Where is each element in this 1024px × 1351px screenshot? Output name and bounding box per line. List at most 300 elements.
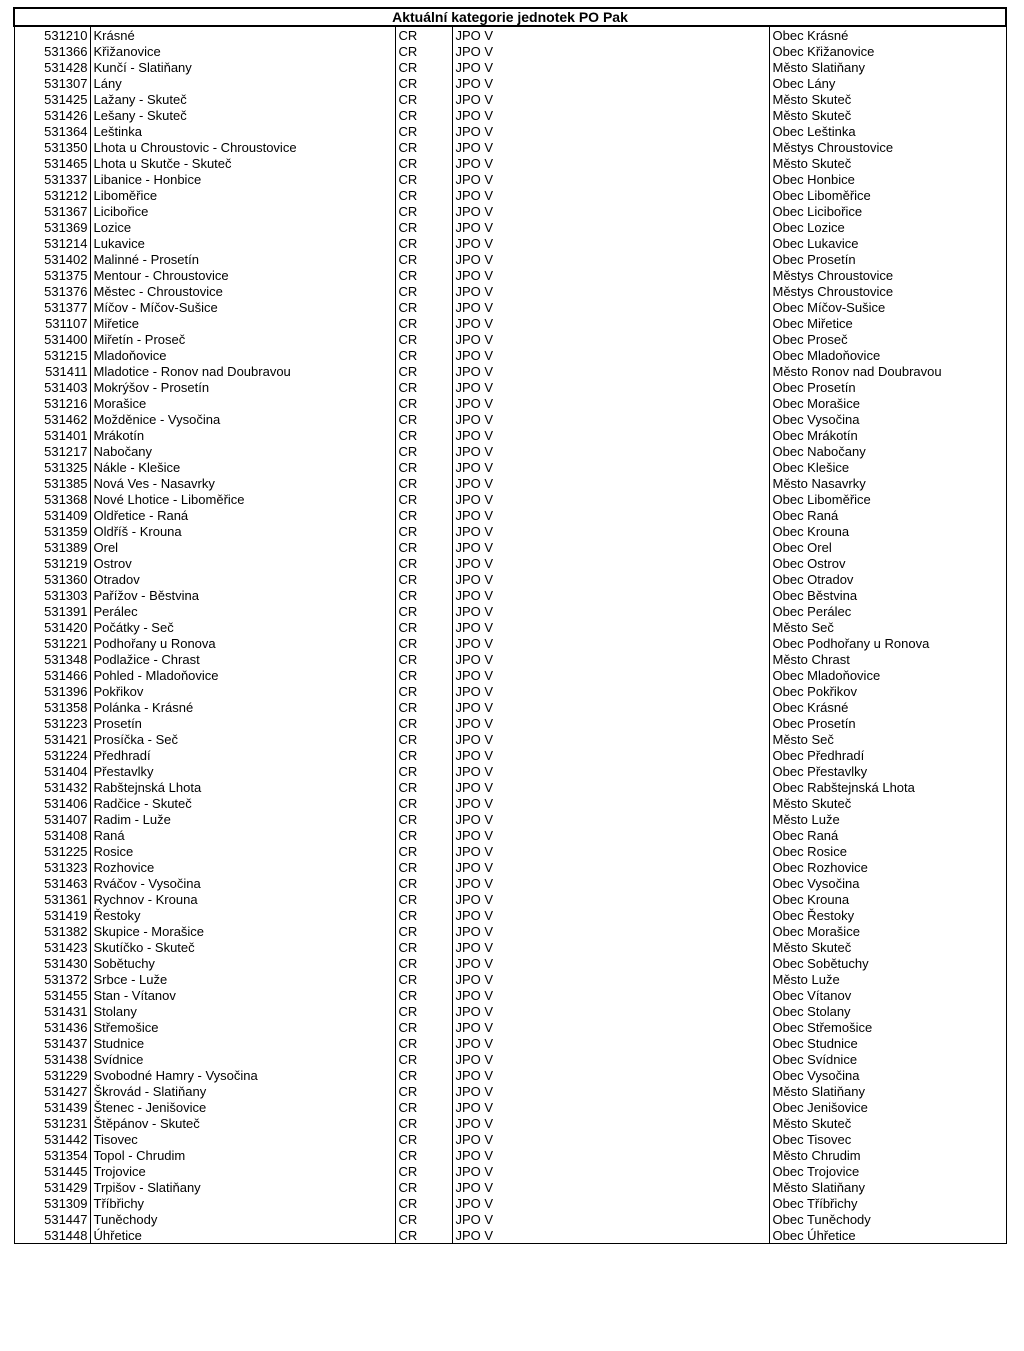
unit-code-cell: 531402 — [14, 251, 90, 267]
unit-code-cell: 531391 — [14, 603, 90, 619]
table-row — [14, 427, 1006, 443]
founder-cell: Obec Vysočina — [769, 875, 1006, 891]
table-row — [14, 635, 1006, 651]
unit-name-cell: Lány — [90, 75, 395, 91]
category-cell: JPO V — [452, 1019, 769, 1035]
region-cell: CR — [395, 331, 452, 347]
founder-cell: Obec Klešice — [769, 459, 1006, 475]
region-cell: CR — [395, 347, 452, 363]
unit-name-cell: Sobětuchy — [90, 955, 395, 971]
founder-cell: Obec Běstvina — [769, 587, 1006, 603]
region-cell: CR — [395, 427, 452, 443]
unit-name-cell: Raná — [90, 827, 395, 843]
category-cell: JPO V — [452, 843, 769, 859]
founder-cell: Obec Krásné — [769, 699, 1006, 715]
founder-cell: Obec Tisovec — [769, 1131, 1006, 1147]
unit-code-cell: 531219 — [14, 555, 90, 571]
unit-code-cell: 531463 — [14, 875, 90, 891]
category-cell: JPO V — [452, 715, 769, 731]
unit-code-cell: 531224 — [14, 747, 90, 763]
founder-cell: Město Nasavrky — [769, 475, 1006, 491]
region-cell: CR — [395, 59, 452, 75]
region-cell: CR — [395, 603, 452, 619]
region-cell: CR — [395, 875, 452, 891]
region-cell: CR — [395, 859, 452, 875]
table-row — [14, 1019, 1006, 1035]
founder-cell: Město Skuteč — [769, 939, 1006, 955]
category-cell: JPO V — [452, 443, 769, 459]
table-row — [14, 491, 1006, 507]
unit-code-cell: 531448 — [14, 1227, 90, 1244]
category-cell: JPO V — [452, 475, 769, 491]
unit-code-cell: 531409 — [14, 507, 90, 523]
founder-cell: Město Luže — [769, 971, 1006, 987]
table-row — [14, 139, 1006, 155]
category-cell: JPO V — [452, 1227, 769, 1244]
category-cell: JPO V — [452, 731, 769, 747]
unit-name-cell: Podhořany u Ronova — [90, 635, 395, 651]
category-cell: JPO V — [452, 891, 769, 907]
category-cell: JPO V — [452, 923, 769, 939]
category-cell: JPO V — [452, 1051, 769, 1067]
region-cell: CR — [395, 251, 452, 267]
founder-cell: Obec Miřetice — [769, 315, 1006, 331]
region-cell: CR — [395, 843, 452, 859]
category-cell: JPO V — [452, 907, 769, 923]
unit-name-cell: Pařížov - Běstvina — [90, 587, 395, 603]
region-cell: CR — [395, 619, 452, 635]
founder-cell: Městys Chroustovice — [769, 283, 1006, 299]
unit-code-cell: 531442 — [14, 1131, 90, 1147]
founder-cell: Obec Orel — [769, 539, 1006, 555]
region-cell: CR — [395, 75, 452, 91]
founder-cell: Obec Liboměřice — [769, 491, 1006, 507]
unit-name-cell: Libanice - Honbice — [90, 171, 395, 187]
category-cell: JPO V — [452, 955, 769, 971]
unit-name-cell: Krásné — [90, 26, 395, 43]
region-cell: CR — [395, 475, 452, 491]
unit-code-cell: 531408 — [14, 827, 90, 843]
table-row — [14, 1099, 1006, 1115]
unit-name-cell: Kunčí - Slatiňany — [90, 59, 395, 75]
region-cell: CR — [395, 1003, 452, 1019]
table-row — [14, 859, 1006, 875]
region-cell: CR — [395, 779, 452, 795]
table-row — [14, 475, 1006, 491]
category-cell: JPO V — [452, 331, 769, 347]
unit-name-cell: Pohled - Mladoňovice — [90, 667, 395, 683]
category-cell: JPO V — [452, 971, 769, 987]
table-row — [14, 395, 1006, 411]
unit-name-cell: Otradov — [90, 571, 395, 587]
founder-cell: Obec Perálec — [769, 603, 1006, 619]
category-cell: JPO V — [452, 539, 769, 555]
table-row — [14, 571, 1006, 587]
unit-name-cell: Možděnice - Vysočina — [90, 411, 395, 427]
unit-name-cell: Polánka - Krásné — [90, 699, 395, 715]
unit-code-cell: 531366 — [14, 43, 90, 59]
unit-name-cell: Topol - Chrudim — [90, 1147, 395, 1163]
category-cell: JPO V — [452, 155, 769, 171]
table-row — [14, 523, 1006, 539]
unit-name-cell: Miřetice — [90, 315, 395, 331]
founder-cell: Obec Úhřetice — [769, 1227, 1006, 1244]
founder-cell: Obec Otradov — [769, 571, 1006, 587]
unit-name-cell: Trojovice — [90, 1163, 395, 1179]
unit-name-cell: Lešany - Skuteč — [90, 107, 395, 123]
category-cell: JPO V — [452, 571, 769, 587]
unit-name-cell: Morašice — [90, 395, 395, 411]
table-row — [14, 26, 1006, 43]
region-cell: CR — [395, 379, 452, 395]
category-cell: JPO V — [452, 859, 769, 875]
founder-cell: Obec Mrákotín — [769, 427, 1006, 443]
region-cell: CR — [395, 123, 452, 139]
category-cell: JPO V — [452, 75, 769, 91]
table-row — [14, 875, 1006, 891]
unit-name-cell: Tříbřichy — [90, 1195, 395, 1211]
table-row — [14, 763, 1006, 779]
founder-cell: Obec Podhořany u Ronova — [769, 635, 1006, 651]
unit-code-cell: 531428 — [14, 59, 90, 75]
unit-name-cell: Počátky - Seč — [90, 619, 395, 635]
category-cell: JPO V — [452, 363, 769, 379]
category-cell: JPO V — [452, 251, 769, 267]
unit-code-cell: 531401 — [14, 427, 90, 443]
region-cell: CR — [395, 91, 452, 107]
category-cell: JPO V — [452, 59, 769, 75]
founder-cell: Obec Morašice — [769, 395, 1006, 411]
unit-name-cell: Štěpánov - Skuteč — [90, 1115, 395, 1131]
table-row — [14, 683, 1006, 699]
unit-name-cell: Mentour - Chroustovice — [90, 267, 395, 283]
founder-cell: Město Chrudim — [769, 1147, 1006, 1163]
category-cell: JPO V — [452, 379, 769, 395]
region-cell: CR — [395, 1099, 452, 1115]
unit-code-cell: 531107 — [14, 315, 90, 331]
founder-cell: Obec Rosice — [769, 843, 1006, 859]
founder-cell: Obec Mladoňovice — [769, 667, 1006, 683]
table-row — [14, 923, 1006, 939]
table-row — [14, 379, 1006, 395]
unit-name-cell: Orel — [90, 539, 395, 555]
table-row — [14, 715, 1006, 731]
founder-cell: Obec Jenišovice — [769, 1099, 1006, 1115]
unit-code-cell: 531303 — [14, 587, 90, 603]
table-row — [14, 443, 1006, 459]
table-body — [14, 26, 1006, 1244]
region-cell: CR — [395, 155, 452, 171]
category-cell: JPO V — [452, 1035, 769, 1051]
unit-name-cell: Srbce - Luže — [90, 971, 395, 987]
unit-name-cell: Rváčov - Vysočina — [90, 875, 395, 891]
region-cell: CR — [395, 747, 452, 763]
category-cell: JPO V — [452, 283, 769, 299]
category-cell: JPO V — [452, 523, 769, 539]
founder-cell: Město Chrast — [769, 651, 1006, 667]
table-row — [14, 1067, 1006, 1083]
table-row — [14, 971, 1006, 987]
unit-name-cell: Malinné - Prosetín — [90, 251, 395, 267]
unit-code-cell: 531375 — [14, 267, 90, 283]
unit-code-cell: 531396 — [14, 683, 90, 699]
founder-cell: Obec Nabočany — [769, 443, 1006, 459]
unit-code-cell: 531367 — [14, 203, 90, 219]
unit-code-cell: 531400 — [14, 331, 90, 347]
unit-code-cell: 531407 — [14, 811, 90, 827]
region-cell: CR — [395, 1131, 452, 1147]
unit-code-cell: 531358 — [14, 699, 90, 715]
founder-cell: Město Seč — [769, 731, 1006, 747]
category-cell: JPO V — [452, 603, 769, 619]
unit-name-cell: Tuněchody — [90, 1211, 395, 1227]
unit-name-cell: Stolany — [90, 1003, 395, 1019]
unit-name-cell: Mrákotín — [90, 427, 395, 443]
founder-cell: Obec Tuněchody — [769, 1211, 1006, 1227]
unit-code-cell: 531385 — [14, 475, 90, 491]
table-row — [14, 283, 1006, 299]
unit-code-cell: 531229 — [14, 1067, 90, 1083]
unit-code-cell: 531354 — [14, 1147, 90, 1163]
founder-cell: Obec Předhradí — [769, 747, 1006, 763]
category-cell: JPO V — [452, 235, 769, 251]
unit-code-cell: 531364 — [14, 123, 90, 139]
table-row — [14, 1227, 1006, 1244]
unit-name-cell: Nákle - Klešice — [90, 459, 395, 475]
category-cell: JPO V — [452, 939, 769, 955]
category-cell: JPO V — [452, 1003, 769, 1019]
unit-code-cell: 531431 — [14, 1003, 90, 1019]
unit-code-cell: 531217 — [14, 443, 90, 459]
table-row — [14, 43, 1006, 59]
unit-code-cell: 531404 — [14, 763, 90, 779]
unit-code-cell: 531361 — [14, 891, 90, 907]
unit-name-cell: Lhota u Chroustovic - Chroustovice — [90, 139, 395, 155]
table-row — [14, 75, 1006, 91]
unit-name-cell: Lozice — [90, 219, 395, 235]
founder-cell: Obec Studnice — [769, 1035, 1006, 1051]
table-row — [14, 315, 1006, 331]
category-cell: JPO V — [452, 747, 769, 763]
founder-cell: Obec Liboměřice — [769, 187, 1006, 203]
unit-name-cell: Leštinka — [90, 123, 395, 139]
category-cell: JPO V — [452, 315, 769, 331]
founder-cell: Obec Proseč — [769, 331, 1006, 347]
category-cell: JPO V — [452, 347, 769, 363]
unit-name-cell: Liboměřice — [90, 187, 395, 203]
unit-code-cell: 531359 — [14, 523, 90, 539]
region-cell: CR — [395, 555, 452, 571]
founder-cell: Obec Střemošice — [769, 1019, 1006, 1035]
region-cell: CR — [395, 731, 452, 747]
founder-cell: Obec Trojovice — [769, 1163, 1006, 1179]
founder-cell: Město Slatiňany — [769, 59, 1006, 75]
category-cell: JPO V — [452, 1083, 769, 1099]
unit-code-cell: 531216 — [14, 395, 90, 411]
region-cell: CR — [395, 1083, 452, 1099]
unit-name-cell: Lukavice — [90, 235, 395, 251]
category-cell: JPO V — [452, 491, 769, 507]
founder-cell: Obec Prosetín — [769, 251, 1006, 267]
founder-cell: Město Seč — [769, 619, 1006, 635]
table-row — [14, 171, 1006, 187]
founder-cell: Obec Morašice — [769, 923, 1006, 939]
table-row — [14, 459, 1006, 475]
table-row — [14, 107, 1006, 123]
founder-cell: Obec Leštinka — [769, 123, 1006, 139]
unit-name-cell: Mokrýšov - Prosetín — [90, 379, 395, 395]
unit-code-cell: 531432 — [14, 779, 90, 795]
table-row — [14, 347, 1006, 363]
unit-code-cell: 531225 — [14, 843, 90, 859]
region-cell: CR — [395, 43, 452, 59]
founder-cell: Obec Krásné — [769, 26, 1006, 43]
region-cell: CR — [395, 827, 452, 843]
region-cell: CR — [395, 795, 452, 811]
category-cell: JPO V — [452, 459, 769, 475]
table-row — [14, 1035, 1006, 1051]
founder-cell: Město Skuteč — [769, 1115, 1006, 1131]
category-cell: JPO V — [452, 667, 769, 683]
region-cell: CR — [395, 26, 452, 43]
table-row — [14, 955, 1006, 971]
unit-code-cell: 531221 — [14, 635, 90, 651]
unit-code-cell: 531439 — [14, 1099, 90, 1115]
founder-cell: Obec Svídnice — [769, 1051, 1006, 1067]
table-row — [14, 731, 1006, 747]
table-row — [14, 1195, 1006, 1211]
table-row — [14, 587, 1006, 603]
unit-code-cell: 531348 — [14, 651, 90, 667]
table-row — [14, 1003, 1006, 1019]
unit-name-cell: Stan - Vítanov — [90, 987, 395, 1003]
unit-code-cell: 531462 — [14, 411, 90, 427]
region-cell: CR — [395, 219, 452, 235]
unit-code-cell: 531466 — [14, 667, 90, 683]
region-cell: CR — [395, 203, 452, 219]
category-cell: JPO V — [452, 91, 769, 107]
unit-code-cell: 531389 — [14, 539, 90, 555]
table-row — [14, 891, 1006, 907]
unit-name-cell: Licibořice — [90, 203, 395, 219]
table-row — [14, 507, 1006, 523]
unit-code-cell: 531212 — [14, 187, 90, 203]
region-cell: CR — [395, 283, 452, 299]
table-row — [14, 187, 1006, 203]
table-row — [14, 699, 1006, 715]
unit-name-cell: Perálec — [90, 603, 395, 619]
region-cell: CR — [395, 1067, 452, 1083]
category-cell: JPO V — [452, 987, 769, 1003]
unit-code-cell: 531403 — [14, 379, 90, 395]
table-row — [14, 795, 1006, 811]
table-row — [14, 603, 1006, 619]
table-row — [14, 539, 1006, 555]
region-cell: CR — [395, 187, 452, 203]
region-cell: CR — [395, 459, 452, 475]
table-row — [14, 1211, 1006, 1227]
table-title: Aktuální kategorie jednotek PO Pak — [14, 8, 1006, 26]
region-cell: CR — [395, 363, 452, 379]
unit-code-cell: 531438 — [14, 1051, 90, 1067]
region-cell: CR — [395, 1163, 452, 1179]
founder-cell: Město Slatiňany — [769, 1083, 1006, 1099]
unit-name-cell: Trpišov - Slatiňany — [90, 1179, 395, 1195]
category-cell: JPO V — [452, 811, 769, 827]
unit-name-cell: Oldříš - Krouna — [90, 523, 395, 539]
unit-code-cell: 531376 — [14, 283, 90, 299]
region-cell: CR — [395, 299, 452, 315]
unit-code-cell: 531307 — [14, 75, 90, 91]
unit-code-cell: 531223 — [14, 715, 90, 731]
category-cell: JPO V — [452, 827, 769, 843]
founder-cell: Městys Chroustovice — [769, 267, 1006, 283]
region-cell: CR — [395, 955, 452, 971]
table-row — [14, 555, 1006, 571]
unit-name-cell: Nové Lhotice - Liboměřice — [90, 491, 395, 507]
table-row — [14, 251, 1006, 267]
founder-cell: Obec Lozice — [769, 219, 1006, 235]
unit-code-cell: 531429 — [14, 1179, 90, 1195]
table-row — [14, 1115, 1006, 1131]
unit-code-cell: 531430 — [14, 955, 90, 971]
founder-cell: Obec Lukavice — [769, 235, 1006, 251]
table-row — [14, 123, 1006, 139]
category-cell: JPO V — [452, 795, 769, 811]
founder-cell: Obec Honbice — [769, 171, 1006, 187]
unit-name-cell: Řestoky — [90, 907, 395, 923]
unit-name-cell: Podlažice - Chrast — [90, 651, 395, 667]
founder-cell: Obec Pokřikov — [769, 683, 1006, 699]
category-cell: JPO V — [452, 699, 769, 715]
founder-cell: Obec Krouna — [769, 523, 1006, 539]
region-cell: CR — [395, 939, 452, 955]
category-cell: JPO V — [452, 299, 769, 315]
category-cell: JPO V — [452, 395, 769, 411]
region-cell: CR — [395, 987, 452, 1003]
category-cell: JPO V — [452, 219, 769, 235]
table-row — [14, 827, 1006, 843]
region-cell: CR — [395, 699, 452, 715]
unit-code-cell: 531423 — [14, 939, 90, 955]
unit-name-cell: Mladotice - Ronov nad Doubravou — [90, 363, 395, 379]
table-row — [14, 1147, 1006, 1163]
table-row — [14, 1163, 1006, 1179]
unit-name-cell: Míčov - Míčov-Sušice — [90, 299, 395, 315]
category-cell: JPO V — [452, 1131, 769, 1147]
unit-name-cell: Lhota u Skutče - Skuteč — [90, 155, 395, 171]
unit-code-cell: 531445 — [14, 1163, 90, 1179]
unit-name-cell: Svobodné Hamry - Vysočina — [90, 1067, 395, 1083]
region-cell: CR — [395, 395, 452, 411]
unit-code-cell: 531350 — [14, 139, 90, 155]
unit-name-cell: Svídnice — [90, 1051, 395, 1067]
category-cell: JPO V — [452, 587, 769, 603]
table-row — [14, 987, 1006, 1003]
founder-cell: Obec Vítanov — [769, 987, 1006, 1003]
unit-code-cell: 531427 — [14, 1083, 90, 1099]
category-cell: JPO V — [452, 139, 769, 155]
unit-name-cell: Nová Ves - Nasavrky — [90, 475, 395, 491]
region-cell: CR — [395, 635, 452, 651]
region-cell: CR — [395, 571, 452, 587]
founder-cell: Obec Rabštejnská Lhota — [769, 779, 1006, 795]
founder-cell: Obec Stolany — [769, 1003, 1006, 1019]
unit-name-cell: Radčice - Skuteč — [90, 795, 395, 811]
unit-code-cell: 531447 — [14, 1211, 90, 1227]
founder-cell: Město Ronov nad Doubravou — [769, 363, 1006, 379]
table-row — [14, 331, 1006, 347]
